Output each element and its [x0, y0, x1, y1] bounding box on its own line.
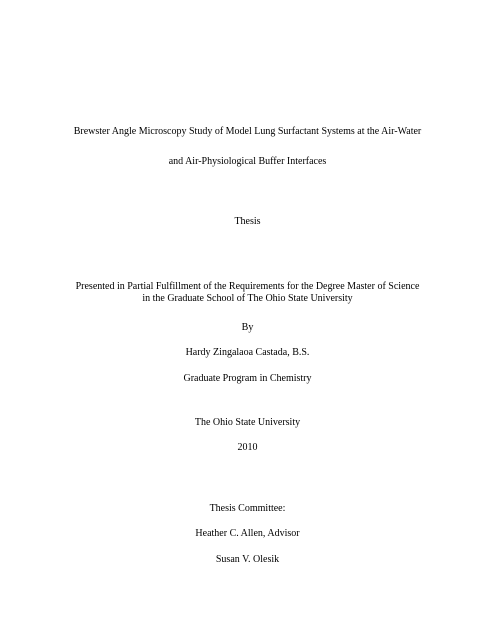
thesis-title-line-1: Brewster Angle Microscopy Study of Model Lung Surfactant Systems at the Air-Water — [73, 126, 422, 137]
year: 2010 — [237, 442, 258, 453]
committee-label: Thesis Committee: — [209, 503, 286, 514]
committee-member: Susan V. Olesik — [215, 554, 280, 565]
presented-statement-line-2: in the Graduate School of The Ohio State University — [142, 293, 353, 304]
presented-statement-line-1: Presented in Partial Fulfillment of the Requirements for the Degree Master of Science — [75, 281, 420, 292]
author-name: Hardy Zingalaoa Castada, B.S. — [185, 347, 310, 358]
document-type: Thesis — [234, 216, 261, 227]
committee-member-advisor: Heather C. Allen, Advisor — [195, 528, 300, 539]
graduate-program: Graduate Program in Chemistry — [183, 373, 312, 384]
by-label: By — [241, 322, 254, 333]
university-name: The Ohio State University — [194, 417, 301, 428]
thesis-title-line-2: and Air-Physiological Buffer Interfaces — [168, 156, 327, 167]
